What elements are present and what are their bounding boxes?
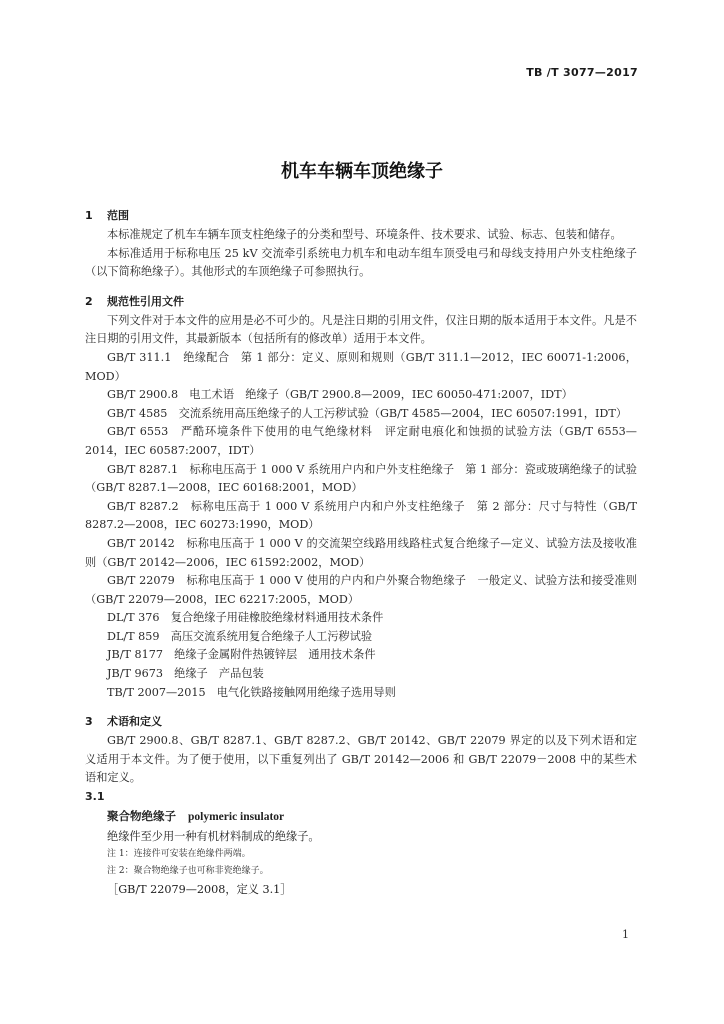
reference-item: GB/T 8287.1 标称电压高于 1 000 V 系统用户内和户外支柱绝缘子 第 1 部分：瓷或玻璃绝缘子的试验（GB/T 8287.1—2008，IEC 60168:2001，MOD）: [85, 462, 637, 495]
section-title: 术语和定义: [107, 715, 162, 729]
section-number: 2: [85, 294, 93, 308]
section-1-paragraph: 本标准适用于标称电压 25 kV 交流牵引系统电力机车和电动车组车顶受电弓和母线支持用户外支柱绝缘子（以下简称绝缘子）。其他形式的车顶绝缘子可参照执行。: [85, 246, 637, 279]
section-2-heading: [85, 292, 637, 312]
reference-item: JB/T 9673 绝缘子 产品包装: [107, 667, 264, 681]
reference-item: DL/T 859 高压交流系统用复合绝缘子人工污秽试验: [107, 629, 373, 643]
section-3-intro: GB/T 2900.8、GB/T 8287.1、GB/T 8287.2、GB/T 20142、GB/T 22079 界定的以及下列术语和定义适用于本文件。为了便于使用，以下重复列出了 GB/T 20142—2006 和 GB/T 22079－2008 中的某些术语和定义。: [85, 734, 637, 785]
reference-item: GB/T 4585 交流系统用高压绝缘子的人工污秽试验（GB/T 4585—2004，IEC 60507:1991，IDT）: [107, 406, 628, 420]
term-entry: [85, 806, 637, 827]
reference-item: GB/T 8287.2 标称电压高于 1 000 V 系统用户内和户外支柱绝缘子 第 2 部分：尺寸与特性（GB/T 8287.2—2008，IEC 60273:1990，MOD）: [85, 499, 637, 532]
document-code: TB /T 3077—2017: [526, 66, 638, 79]
section-2-intro: 下列文件对于本文件的应用是必不可少的。凡是注日期的引用文件，仅注日期的版本适用于本文件。凡是不注日期的引用文件，其最新版本（包括所有的修改单）适用于本文件。: [85, 313, 637, 346]
reference-item: GB/T 20142 标称电压高于 1 000 V 的交流架空线路用线路柱式复合绝缘子—定义、试验方法及接收准则（GB/T 20142—2006，IEC 61592:2002，MOD）: [85, 536, 637, 569]
term-note: 注 1：连接件可安装在绝缘件两端。: [107, 849, 251, 860]
reference-item: TB/T 2007—2015 电气化铁路接触网用绝缘子选用导则: [107, 685, 396, 699]
reference-item: GB/T 2900.8 电工术语 绝缘子（GB/T 2900.8—2009，IEC 60050-471:2007，IDT）: [107, 388, 573, 402]
section-title: 规范性引用文件: [107, 294, 184, 308]
term-english: polymeric insulator: [188, 811, 285, 824]
reference-item: GB/T 6553 严酷环境条件下使用的电气绝缘材料 评定耐电痕化和蚀损的试验方法（GB/T 6553—2014，IEC 60587:2007，IDT）: [85, 425, 637, 457]
section-1-paragraph: 本标准规定了机车车辆车顶支柱绝缘子的分类和型号、环境条件、技术要求、试验、标志、包装和储存。: [107, 228, 622, 241]
reference-item: JB/T 8177 绝缘子金属附件热镀锌层 通用技术条件: [107, 648, 376, 662]
section-1-heading: [85, 206, 637, 226]
term-source: ［GB/T 22079—2008，定义 3.1］: [107, 883, 292, 897]
document-title: 机车车辆车顶绝缘子: [281, 161, 443, 182]
reference-item: GB/T 22079 标称电压高于 1 000 V 使用的户内和户外聚合物绝缘子 一般定义、试验方法和接受准则（GB/T 22079—2008，IEC 62217:2005，MOD）: [85, 574, 637, 606]
section-title: 范围: [107, 209, 129, 222]
term-chinese: 聚合物绝缘子: [107, 809, 176, 824]
section-number: 1: [85, 209, 93, 222]
term-definition: 绝缘件至少用一种有机材料制成的绝缘子。: [107, 830, 320, 844]
reference-item: GB/T 311.1 绝缘配合 第 1 部分：定义、原则和规则（GB/T 311.1—2012，IEC 60071-1:2006，MOD）: [85, 350, 637, 383]
document-body: [85, 206, 637, 899]
section-3-heading: [85, 712, 637, 732]
section-number: 3: [85, 715, 93, 729]
term-note: 注 2：聚合物绝缘子也可称非瓷绝缘子。: [107, 866, 269, 877]
reference-item: DL/T 376 复合绝缘子用硅橡胶绝缘材料通用技术条件: [107, 611, 384, 625]
subsection-number: 3.1: [85, 790, 105, 804]
page-number: 1: [622, 928, 629, 941]
